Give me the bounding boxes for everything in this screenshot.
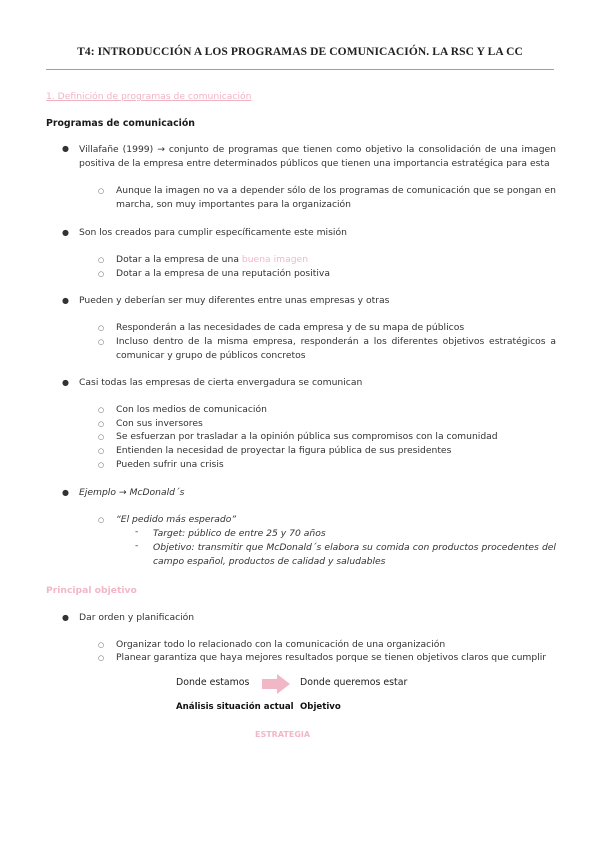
circle-bullet-icon: ○ bbox=[98, 187, 105, 195]
circle-bullet-icon: ○ bbox=[98, 270, 105, 278]
bullet-icon: ● bbox=[62, 488, 69, 497]
sub-bullet-medios: Con los medios de comunicación bbox=[116, 404, 267, 415]
highlight-buena-imagen: buena imagen bbox=[241, 254, 309, 265]
sub-bullet-organizar: Organizar todo lo relacionado con la comunicación de una organización bbox=[116, 639, 446, 650]
bullet-diferentes: Pueden y deberían ser muy diferentes entre unas empresas y otras bbox=[79, 295, 390, 306]
sub-bullet-presidentes: Entienden la necesidad de proyectar la figura pública de sus presidentes bbox=[116, 445, 452, 456]
sub-bullet-reputacion: Dotar a la empresa de una reputación positiva bbox=[116, 268, 330, 279]
section-link[interactable]: 1. Definición de programas de comunicación bbox=[46, 91, 252, 102]
dash-objetivo: Objetivo: transmitir que McDonald´s elabora su comida con productos procedentes del campo español, productos de calidad y saludables bbox=[153, 542, 556, 567]
diagram-right-label: Donde queremos estar bbox=[300, 677, 408, 688]
bullet-icon: ● bbox=[62, 378, 69, 387]
dash-target: Target: público de entre 25 y 70 años bbox=[153, 528, 326, 539]
sub-bullet-pedido: “El pedido más esperado” bbox=[116, 514, 237, 525]
sub-bullet-objetivos: Incluso dentro de la misma empresa, responderán a los diferentes objetivos estratégicos a comunicar y grupo de públicos concretos bbox=[116, 336, 556, 361]
diagram-right-caption: Objetivo bbox=[300, 702, 341, 712]
sub-bullet-text: Dotar a la empresa de una bbox=[116, 254, 242, 265]
bullet-mision: Son los creados para cumplir específicamente este misión bbox=[79, 227, 347, 238]
dash-bullet-icon: - bbox=[135, 527, 139, 537]
bullet-icon: ● bbox=[62, 296, 69, 305]
sub-bullet-buena-imagen bbox=[116, 253, 308, 267]
circle-bullet-icon: ○ bbox=[98, 420, 105, 428]
principal-objetivo-heading: Principal objetivo bbox=[46, 585, 137, 596]
circle-bullet-icon: ○ bbox=[98, 641, 105, 649]
circle-bullet-icon: ○ bbox=[98, 461, 105, 469]
bullet-icon: ● bbox=[62, 613, 69, 622]
diagram-left-label: Donde estamos bbox=[176, 677, 250, 688]
sub-bullet-inversores: Con sus inversores bbox=[116, 418, 203, 429]
bullet-envergadura: Casi todas las empresas de cierta envergadura se comunican bbox=[79, 377, 363, 388]
circle-bullet-icon: ○ bbox=[98, 406, 105, 414]
sub-bullet-crisis: Pueden sufrir una crisis bbox=[116, 459, 224, 470]
sub-bullet-necesidades: Responderán a las necesidades de cada empresa y de su mapa de públicos bbox=[116, 322, 465, 333]
circle-bullet-icon: ○ bbox=[98, 433, 105, 441]
sub-bullet-imagen: Aunque la imagen no va a depender sólo de los programas de comunicación que se pongan en marcha, son muy importantes para la organización bbox=[116, 185, 556, 210]
sub-bullet-opinion: Se esfuerzan por trasladar a la opinión pública sus compromisos con la comunidad bbox=[116, 431, 498, 442]
circle-bullet-icon: ○ bbox=[98, 256, 105, 264]
subheading-programas: Programas de comunicación bbox=[46, 118, 195, 129]
document-title: T4: INTRODUCCIÓN A LOS PROGRAMAS DE COMUNICACIÓN. LA RSC Y LA CC bbox=[77, 46, 523, 58]
bullet-orden: Dar orden y planificación bbox=[79, 612, 195, 623]
bullet-villafane: Villafañe (1999) → conjunto de programas que tienen como objetivo la consolidación de una imagen positiva de la empresa entre determinados públicos que tienen una importancia estratégica para esta bbox=[79, 144, 556, 169]
circle-bullet-icon: ○ bbox=[98, 324, 105, 332]
sub-bullet-planear: Planear garantiza que haya mejores resultados porque se tienen objetivos claros que cumplir bbox=[116, 652, 547, 663]
diagram-strategy-label: ESTRATEGIA bbox=[255, 730, 311, 739]
bullet-ejemplo: Ejemplo → McDonald´s bbox=[79, 487, 185, 498]
title-divider bbox=[46, 69, 554, 70]
circle-bullet-icon: ○ bbox=[98, 447, 105, 455]
diagram-left-caption: Análisis situación actual bbox=[176, 702, 294, 712]
dash-bullet-icon: - bbox=[135, 541, 139, 551]
circle-bullet-icon: ○ bbox=[98, 654, 105, 662]
circle-bullet-icon: ○ bbox=[98, 516, 105, 524]
bullet-icon: ● bbox=[62, 228, 69, 237]
circle-bullet-icon: ○ bbox=[98, 338, 105, 346]
diagram-arrow-icon bbox=[262, 674, 290, 694]
bullet-icon: ● bbox=[62, 144, 69, 153]
